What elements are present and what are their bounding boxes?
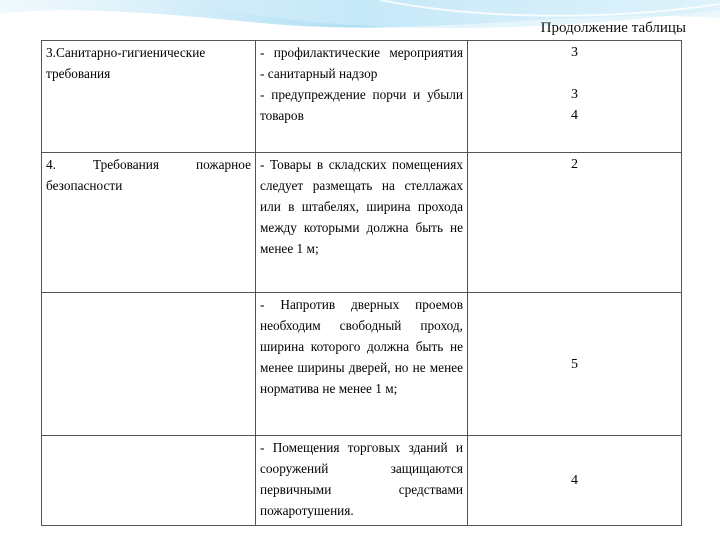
score-value: 2 [571, 157, 578, 172]
measure-text: - санитарный надзор [260, 66, 378, 81]
requirement-cell [42, 293, 256, 436]
score-cell [468, 153, 682, 293]
measure-text: - Товары в складских помещениях следует размещать на стеллажах или в штабелях, ширина прохода между которыми должна быть не менее 1 м; [260, 157, 463, 256]
table-row [42, 153, 682, 293]
measures-cell [256, 293, 468, 436]
requirement-cell: 3.Санитарно-гигиенические требования [42, 41, 256, 153]
score-cell [468, 41, 682, 153]
score-value: 5 [571, 356, 578, 372]
score-value: 3 [571, 87, 578, 102]
table-continuation-caption: Продолжение таблицы [540, 20, 686, 36]
score-cell [468, 293, 682, 436]
measure-text: - предупреждение порчи и убыли товаров [260, 87, 463, 123]
table-row [42, 293, 682, 436]
score-value: 4 [571, 473, 578, 488]
measure-text: - Напротив дверных проемов необходим свободный проход, ширина которого должна быть не менее ширины дверей, но не менее норматива не менее 1 м; [260, 297, 463, 396]
requirements-table [41, 40, 682, 526]
measure-text: - профилактические мероприятия [260, 45, 463, 60]
requirement-cell [42, 436, 256, 526]
table-row [42, 436, 682, 526]
measures-cell [256, 41, 468, 153]
measures-cell [256, 436, 468, 526]
measures-cell [256, 153, 468, 293]
score-value: 4 [571, 108, 578, 123]
score-cell [468, 436, 682, 526]
measure-text: - Помещения торговых зданий и сооружений защищаются первичными средствами пожаротушения. [260, 440, 463, 518]
requirement-cell: 4. Требования пожарное безопасности [42, 153, 256, 293]
table-row [42, 41, 682, 153]
score-value: 3 [571, 45, 578, 60]
